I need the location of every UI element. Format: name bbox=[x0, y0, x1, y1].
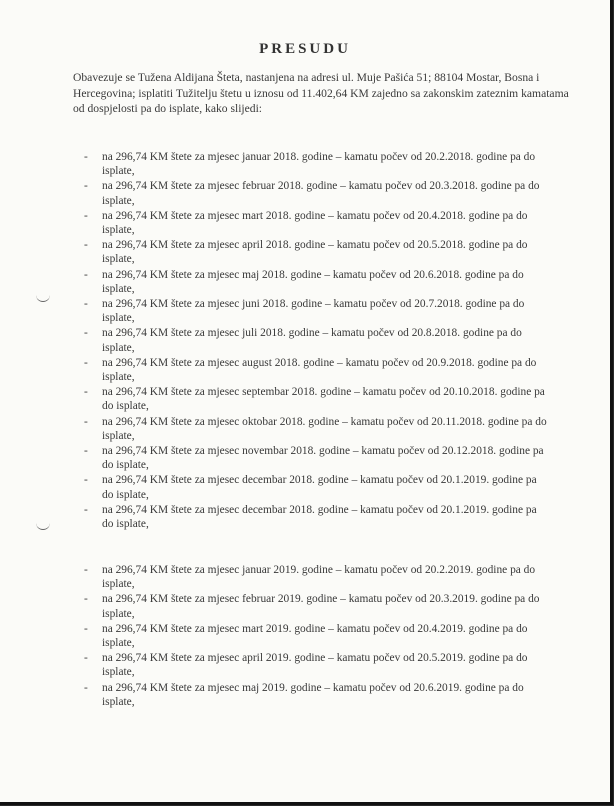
list-item-line: na 296,74 KM štete za mjesec januar 2019. godine – kamatu počev od 20.2.2019. godine pa do bbox=[102, 564, 536, 576]
list-item bbox=[84, 415, 554, 444]
list-item-line: isplate, bbox=[102, 194, 135, 207]
list-item-line: na 296,74 KM štete za mjesec januar 2018. godine – kamatu počev od 20.2.2018. godine pa do bbox=[102, 151, 536, 163]
list-item-line: isplate, bbox=[102, 429, 135, 442]
list-item bbox=[84, 473, 554, 502]
list-item-line: na 296,74 KM štete za mjesec septembar 2018. godine – kamatu počev od 20.10.2018. godine pa bbox=[102, 386, 545, 399]
dash-bullet: - bbox=[84, 415, 88, 428]
list-item-line: isplate, bbox=[102, 607, 135, 620]
list-item-line: na 296,74 KM štete za mjesec maj 2018. godine – kamatu počev od 20.6.2018. godine pa do bbox=[102, 268, 524, 281]
list-item-line: isplate, bbox=[102, 695, 135, 708]
list-item-line: isplate, bbox=[102, 165, 135, 178]
intro-line: Obavezuje se Tužena Aldijana Šteta, nastanjena na adresi ul. Muje Pašića 51; 88104 Mostar, Bosna i bbox=[73, 71, 540, 84]
list-item-line: na 296,74 KM štete za mjesec oktobar 2018. godine – kamatu počev od 20.11.2018. godine pa do bbox=[102, 415, 547, 428]
list-item bbox=[84, 209, 554, 238]
list-item-line: na 296,74 KM štete za mjesec juni 2018. godine – kamatu počev od 20.7.2018. godine pa do bbox=[102, 297, 525, 310]
list-item-line: isplate, bbox=[102, 253, 135, 266]
list-item-line: na 296,74 KM štete za mjesec mart 2019. godine – kamatu počev od 20.4.2019. godine pa do bbox=[102, 622, 528, 635]
punch-hole-mark bbox=[36, 521, 50, 530]
list-item-line: isplate, bbox=[102, 312, 135, 325]
list-item bbox=[84, 503, 554, 532]
list-item bbox=[84, 444, 554, 473]
list-item bbox=[84, 150, 554, 179]
payment-list-2018 bbox=[84, 150, 554, 532]
list-item bbox=[84, 326, 554, 355]
dash-bullet: - bbox=[84, 386, 88, 399]
list-item bbox=[84, 563, 554, 592]
intro-line: od dospjelosti pa do isplate, kako slijedi: bbox=[73, 102, 263, 115]
dash-bullet: - bbox=[84, 503, 88, 516]
list-item bbox=[84, 622, 554, 651]
list-item-line: isplate, bbox=[102, 578, 135, 591]
dash-bullet: - bbox=[84, 564, 88, 576]
list-item-line: na 296,74 KM štete za mjesec april 2018. godine – kamatu počev od 20.5.2018. godine pa do bbox=[102, 239, 528, 252]
list-item-line: isplate, bbox=[102, 636, 135, 649]
list-item-line: na 296,74 KM štete za mjesec mart 2018. godine – kamatu počev od 20.4.2018. godine pa do bbox=[102, 209, 528, 222]
list-item-line: na 296,74 KM štete za mjesec august 2018. godine – kamatu počev od 20.9.2018. godine pa do bbox=[102, 356, 537, 369]
dash-bullet: - bbox=[84, 444, 88, 457]
list-item-line: na 296,74 KM štete za mjesec maj 2019. godine – kamatu počev od 20.6.2019. godine pa do bbox=[102, 681, 524, 694]
list-item-line: na 296,74 KM štete za mjesec februar 2018. godine – kamatu počev od 20.3.2018. godine pa do bbox=[102, 180, 540, 193]
dash-bullet: - bbox=[84, 593, 88, 606]
list-item-line: isplate, bbox=[102, 666, 135, 679]
list-item-line: na 296,74 KM štete za mjesec juli 2018. godine – kamatu počev od 20.8.2018. godine pa do bbox=[102, 327, 522, 340]
dash-bullet: - bbox=[84, 327, 88, 340]
dash-bullet: - bbox=[84, 474, 88, 487]
list-item-line: isplate, bbox=[102, 370, 135, 383]
list-item bbox=[84, 238, 554, 267]
list-item-line: do isplate, bbox=[102, 517, 149, 530]
list-item-line: na 296,74 KM štete za mjesec decembar 2018. godine – kamatu počev od 20.1.2019. godine pa bbox=[102, 474, 537, 487]
list-item bbox=[84, 179, 554, 208]
list-item-line: do isplate, bbox=[102, 459, 149, 472]
intro-paragraph bbox=[73, 70, 569, 117]
list-item bbox=[84, 268, 554, 297]
list-item-line: isplate, bbox=[102, 341, 135, 354]
list-item-line: isplate, bbox=[102, 282, 135, 295]
dash-bullet: - bbox=[84, 268, 88, 281]
list-item-line: na 296,74 KM štete za mjesec novembar 2018. godine – kamatu počev od 20.12.2018. godine pa bbox=[102, 444, 544, 457]
document-title: PRESUDU bbox=[259, 41, 351, 57]
intro-line: Hercegovina; isplatiti Tužitelju štetu u iznosu od 11.402,64 KM zajedno sa zakonskim zateznim kamatama bbox=[73, 86, 569, 100]
list-item-line: na 296,74 KM štete za mjesec februar 2019. godine – kamatu počev od 20.3.2019. godine pa do bbox=[102, 593, 540, 606]
list-item bbox=[84, 592, 554, 621]
list-item-line: na 296,74 KM štete za mjesec decembar 2018. godine – kamatu počev od 20.1.2019. godine pa bbox=[102, 503, 537, 516]
list-item-line: do isplate, bbox=[102, 488, 149, 501]
list-item-line: na 296,74 KM štete za mjesec april 2019. godine – kamatu počev od 20.5.2019. godine pa do bbox=[102, 652, 528, 665]
list-item-line: do isplate, bbox=[102, 400, 149, 413]
list-item-line: isplate, bbox=[102, 223, 135, 236]
dash-bullet: - bbox=[84, 180, 88, 193]
list-item bbox=[84, 385, 554, 414]
dash-bullet: - bbox=[84, 209, 88, 222]
list-item bbox=[84, 651, 554, 680]
dash-bullet: - bbox=[84, 652, 88, 665]
dash-bullet: - bbox=[84, 356, 88, 369]
list-item bbox=[84, 356, 554, 385]
dash-bullet: - bbox=[84, 297, 88, 310]
payment-list-2019 bbox=[84, 563, 554, 710]
dash-bullet: - bbox=[84, 681, 88, 694]
dash-bullet: - bbox=[84, 239, 88, 252]
list-item bbox=[84, 297, 554, 326]
punch-hole-mark bbox=[36, 293, 50, 302]
dash-bullet: - bbox=[84, 622, 88, 635]
dash-bullet: - bbox=[84, 151, 88, 163]
list-item bbox=[84, 681, 554, 710]
